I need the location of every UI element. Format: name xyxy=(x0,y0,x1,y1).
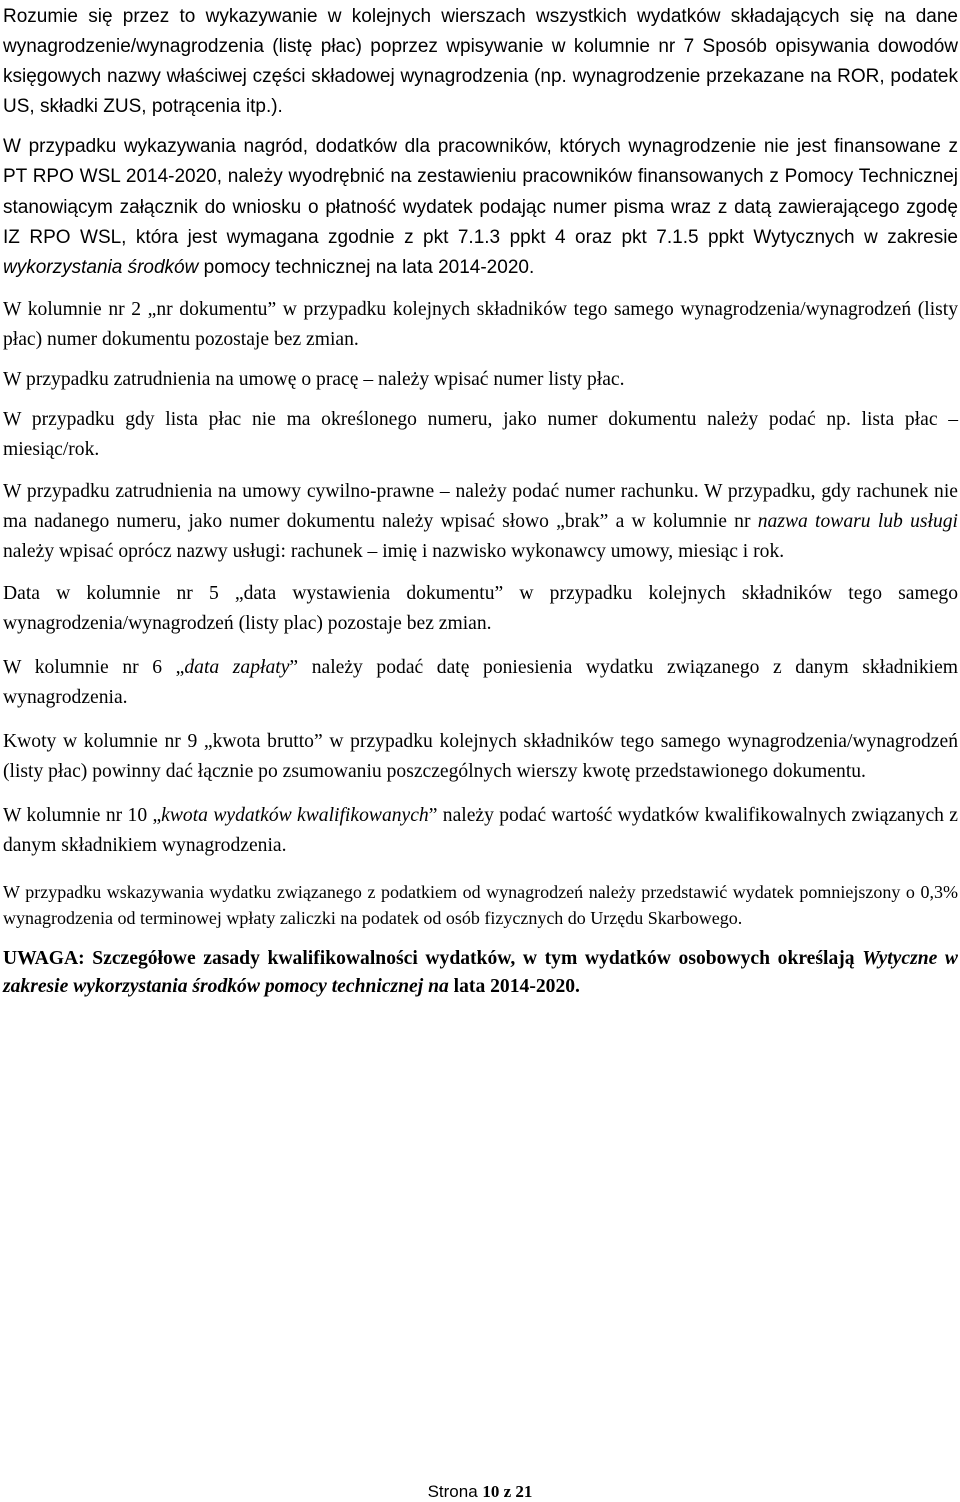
paragraph-column-10 xyxy=(3,801,958,861)
text-run: lata 2014-2020. xyxy=(448,976,580,998)
paragraph-employment-contract: W przypadku zatrudnienia na umowę o pracę – należy wpisać numer listy płac. xyxy=(3,369,625,391)
text-run: W kolumnie nr 6 „ xyxy=(3,657,185,679)
paragraph-no-number: W przypadku gdy lista płac nie ma określonego numeru, jako numer dokumentu należy podać np. lista płac – miesiąc/rok. xyxy=(3,409,958,461)
paragraph-warning xyxy=(3,945,958,1001)
text-run: W przypadku zatrudnienia na umowy cywilno-prawne – należy podać numer rachunku. W przypadku, gdy rachunek nie ma nadanego numeru, jako numer dokumentu należy wpisać słowo „brak” a w kolumnie nr xyxy=(3,481,958,533)
paragraph-column-2: W kolumnie nr 2 „nr dokumentu” w przypadku kolejnych składników tego samego wynagrodzenia/wynagrodzeń (listy płac) numer dokumentu pozostaje bez zmian. xyxy=(3,299,958,351)
italic-run: data zapłaty xyxy=(184,657,290,679)
text-run: pomocy technicznej na lata 2014-2020. xyxy=(198,257,535,279)
footer-label: Strona xyxy=(427,1482,483,1501)
paragraph-column-6 xyxy=(3,653,958,713)
page-footer xyxy=(0,1482,960,1502)
text-run: W przypadku wykazywania nagród, dodatków dla pracowników, których wynagrodzenie nie jest finansowane z PT RPO WSL 2014-2020, należy wyodrębnić na zestawieniu pracowników finansowanych z Pomocy Technicznej stanowiącym załącznik do wniosku o płatność wydatek podając numer pisma wraz z datą zawierającego zgodę IZ RPO WSL, która jest wymagana zgodnie z pkt 7.1.3 ppkt 4 oraz pkt 7.1.5 ppkt Wytycznych w zakresie xyxy=(3,136,958,248)
document-page xyxy=(3,0,958,1001)
text-run: należy wpisać oprócz nazwy usługi: rachunek – imię i nazwisko wykonawcy umowy, miesiąc i rok. xyxy=(3,541,785,563)
paragraph-column-5: Data w kolumnie nr 5 „data wystawienia dokumentu” w przypadku kolejnych składników tego samego wynagrodzenia/wynagrodzeń (listy plac) pozostaje bez zmian. xyxy=(3,583,958,635)
page-total: 21 xyxy=(515,1482,533,1501)
paragraph-payroll-components: Rozumie się przez to wykazywanie w kolejnych wierszach wszystkich wydatków składających się na dane wynagrodzenie/wynagrodzenia (listę płac) poprzez wpisywanie w kolumnie nr 7 Sposób opisywania dowodów księgowych nazwy właściwej części składowej wynagrodzenia (np. wynagrodzenie przekazane na ROR, podatek US, składki ZUS, potrącenia itp.). xyxy=(3,6,958,117)
page-number: 10 xyxy=(482,1482,500,1501)
footer-separator: z xyxy=(499,1482,516,1501)
italic-run: wykorzystania środków xyxy=(3,257,199,279)
paragraph-column-9: Kwoty w kolumnie nr 9 „kwota brutto” w przypadku kolejnych składników tego samego wynagrodzenia/wynagrodzeń (listy płac) powinny dać łącznie po zsumowaniu poszczególnych wierszy kwotę przedstawionego dokumentu. xyxy=(3,731,958,783)
text-run: ” należy podać wartość wydatków kwalifikowalnych związanych z danym składnikiem wynagrodzenia. xyxy=(3,805,958,857)
text-run: W kolumnie nr 10 „ xyxy=(3,805,162,827)
paragraph-bonuses xyxy=(3,132,958,283)
italic-run: kwota wydatków kwalifikowanych xyxy=(161,805,429,827)
text-run: UWAGA: Szczegółowe zasady kwalifikowalności wydatków, w tym wydatków osobowych określają xyxy=(3,948,863,970)
text-run: ” należy podać datę poniesienia wydatku związanego z danym składnikiem wynagrodzenia. xyxy=(3,657,959,709)
paragraph-civil-contracts xyxy=(3,477,958,567)
paragraph-tax: W przypadku wskazywania wydatku związanego z podatkiem od wynagrodzeń należy przedstawić wydatek pomniejszony o 0,3% wynagrodzenia od terminowej wpłaty zaliczki na podatek od osób fizycznych do Urzędu Skarbowego. xyxy=(3,882,958,929)
italic-run: nazwa towaru lub usługi xyxy=(757,511,958,533)
italic-run: Wytyczne w zakresie wykorzystania środków pomocy technicznej na xyxy=(3,948,958,998)
